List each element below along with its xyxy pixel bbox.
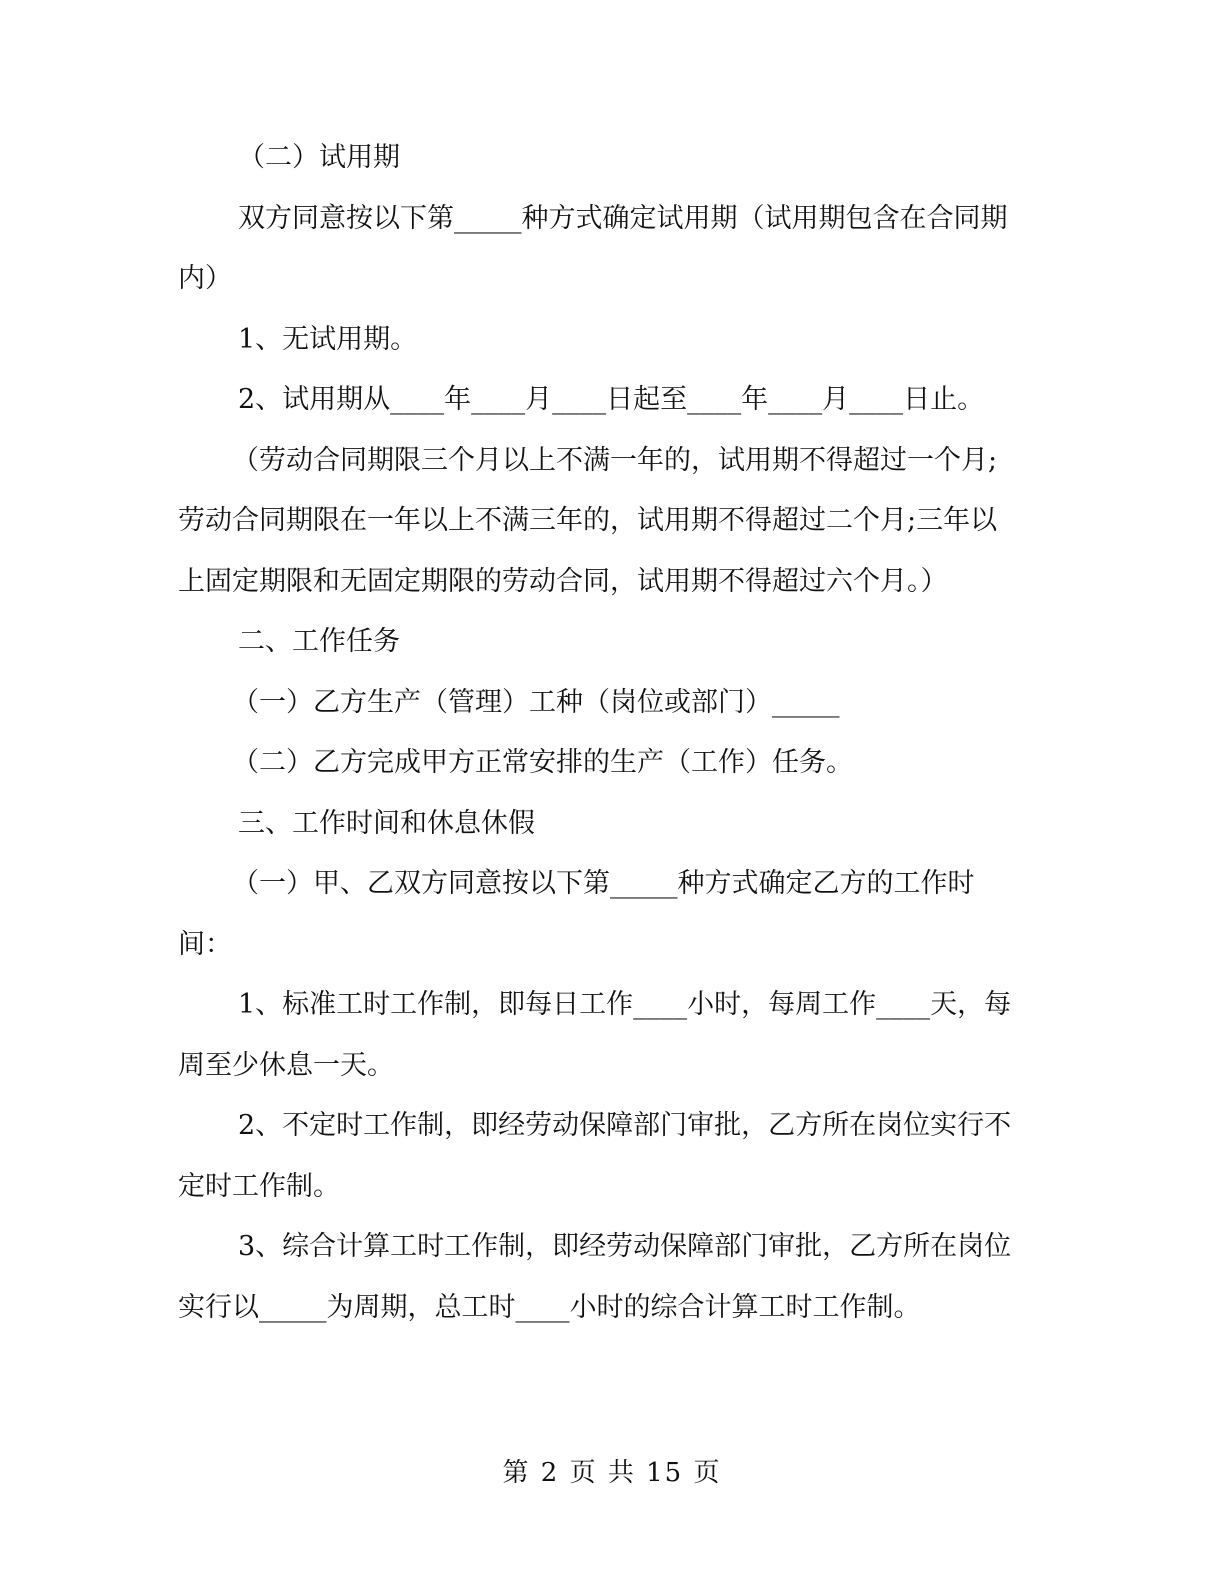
paragraph-line: 上固定期限和无固定期限的劳动合同，试用期不得超过六个月。） [178, 565, 948, 597]
document-body [178, 128, 1030, 1338]
paragraph-line: 内） [178, 263, 232, 294]
paragraph-line: 劳动合同期限在一年以上不满三年的，试用期不得超过二个月;三年以 [178, 505, 998, 536]
section-heading-work-tasks: 二、工作任务 [238, 626, 400, 657]
paragraph-line: 间： [178, 928, 232, 960]
paragraph-line: 实行以_____为周期，总工时____小时的综合计算工时工作制。 [178, 1291, 921, 1323]
paragraph-line: （一）甲、乙双方同意按以下第_____种方式确定乙方的工作时 [232, 868, 975, 899]
list-item: 1、标准工时工作制，即每日工作____小时，每周工作____天，每 [238, 989, 1012, 1020]
list-item: 1、无试用期。 [238, 323, 418, 355]
paragraph-line: （二）乙方完成甲方正常安排的生产（工作）任务。 [232, 747, 853, 778]
paragraph-line: （劳动合同期限三个月以上不满一年的，试用期不得超过一个月; [232, 444, 998, 476]
section-heading-working-hours: 三、工作时间和休息休假 [238, 807, 535, 839]
list-item: 2、试用期从____年____月____日起至____年____月____日止。 [238, 384, 985, 415]
paragraph-line: 双方同意按以下第_____种方式确定试用期（试用期包含在合同期 [238, 202, 1008, 234]
paragraph-line: （一）乙方生产（管理）工种（岗位或部门）_____ [232, 686, 840, 718]
list-item: 2、不定时工作制，即经劳动保障部门审批，乙方所在岗位实行不 [238, 1110, 1012, 1141]
paragraph-line: 周至少休息一天。 [178, 1049, 394, 1081]
page-number-footer: 第 2 页 共 15 页 [502, 1458, 722, 1488]
paragraph-line: 定时工作制。 [178, 1170, 340, 1202]
section-heading-probation: （二）试用期 [238, 142, 400, 173]
list-item: 3、综合计算工时工作制，即经劳动保障部门审批，乙方所在岗位 [238, 1231, 1012, 1262]
